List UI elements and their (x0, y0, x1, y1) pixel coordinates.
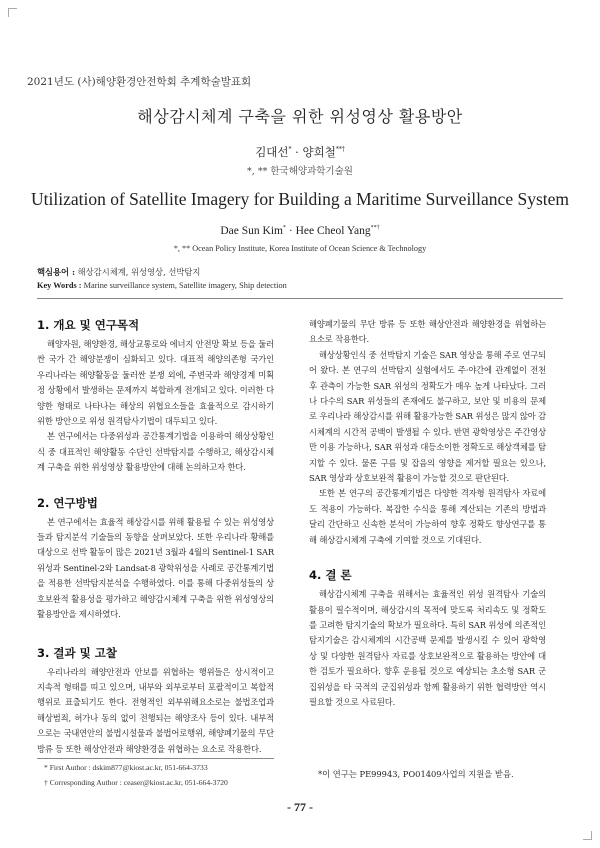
keywords-korean (37, 266, 200, 278)
title-english: Utilization of Satellite Imagery for Building a Maritime Surveillance System (31, 189, 569, 209)
author-2-mark: **† (335, 146, 345, 154)
keywords-english (37, 281, 287, 290)
section-3-paragraph-3: 또한 본 연구의 공간통계기법은 다양한 격자형 원격탐사 자료에도 적용이 가능하다. 복잡한 수식을 통해 계산되는 기존의 방법과 달리 간단하고 신속한 분석이 가능하여 향후 정확도 향상연구를 통해 해상감시체계 구축에 기여할 것으로 기대된다. (309, 488, 546, 545)
author-separator: · (291, 145, 303, 159)
footnote-divider (37, 758, 274, 759)
section-1-paragraph-2: 본 연구에서는 다중위성과 공간통계기법을 이용하여 해상상황인식 중 대표적인 해양활동 수단인 선박탐지를 수행하고, 해상감시체계 구축을 위한 위성영상 활용방안에 대해 논의하고자 한다. (37, 431, 274, 473)
section-2-heading: 2. 연구방법 (37, 495, 98, 510)
header-divider (37, 298, 563, 299)
author-2-mark-en: **† (370, 225, 380, 232)
section-3-heading: 3. 결과 및 고찰 (37, 645, 117, 660)
section-2-paragraph-1: 본 연구에서는 효율적 해상감시를 위해 활용될 수 있는 위성영상들과 탐지분석 기술들의 동향을 살펴보았다. 또한 우리나라 황해를 대상으로 선박 활동이 많은 2021년 3월과 4월의 Sentinel-1 SAR위성과 Sentinel-2와 Landsat-8 광학위성을 사례로 공간통계기법을 적용한 선박탐지분석을 수행하였다. 이를 통해 다중위성들의 상호보완적 활용성을 평가하고 해양감시체계 구축을 위한 위성영상의 활용방안을 제시하였다. (37, 516, 274, 620)
section-3-paragraph-1-continued: 해양폐기물의 무단 방류 등 또한 해상안전과 해양환경을 위협하는 요소로 작용한다. (309, 319, 546, 345)
footnote-corresponding-author: † Corresponding Author : ceaser@kiost.ac.kr, 051-664-3720 (44, 778, 228, 787)
section-1-paragraph-1: 해양자원, 해양환경, 해상교통로와 에너지 안전망 확보 등을 둘러싼 국가 간 해양분쟁이 심화되고 있다. 대표적 해양의존형 국가인 우리나라는 해양활동을 둘러싼 분쟁 외에, 주변국과 해양경계 미획정 상황에서 발생하는 문제까지 복합하게 전개되고 있다. 이러한 다양한 형태로 나타나는 해상의 위협요소들을 효율적으로 감시하기 위한 방안으로 위성 원격탐사기법이 대두되고 있다. (37, 339, 274, 427)
title-korean: 해상감시체계 구축을 위한 위성영상 활용방안 (137, 107, 463, 126)
footnote-first-author: * First Author : dskim877@kiost.ac.kr, 051-664-3733 (44, 763, 208, 772)
author-2-name-en: Hee Cheol Yang (295, 225, 371, 237)
section-4-heading: 4. 결 론 (309, 568, 352, 583)
author-1-name: 김대선 (255, 145, 289, 159)
keywords-english-label: Key Words : (37, 281, 82, 290)
right-column (309, 318, 546, 710)
section-3-paragraph-2: 해상상황인식 중 선박탐지 기술은 SAR 영상을 통해 주로 연구되어 왔다. 본 연구의 선박탐지 실험에서도 주·야간에 관계없이 전천후 관측이 가능한 SAR 위성의 정확도가 매우 높게 나타났다. 그러나 다수의 SAR 위성들의 존재에도 불구하고, 보안 및 비용의 문제로 우리나라 해상감시를 위해 활용가능한 SAR 위성은 많지 않아 감시체계의 시간적 공백이 발생될 수 있다. 반면 광학영상은 주간영상만 이용 가능하나, SAR 위성과 대등소이한 정확도로 해상객체를 탐지할 수 있다. 물론 구름 및 잡음의 영향을 제거할 필요는 있으나, SAR 영상과 상호보완적 활용이 가능할 것으로 판단된다. (309, 349, 546, 484)
crop-mark-top-left (8, 8, 17, 17)
affiliation-english: *, ** Ocean Policy Institute, Korea Institute of Ocean Science & Technology (173, 244, 427, 253)
authors-english (0, 225, 600, 237)
section-1-heading: 1. 개요 및 연구목적 (37, 318, 140, 332)
section-4-paragraph-1: 해상감시체계 구축을 위해서는 효율적인 위성 원격탐사 기술의 활용이 필수적이며, 해상감시의 목적에 맞도록 처리속도 및 정확도를 고려한 탐지기술의 확보가 필요하다. 특히 SAR 위성에 의존적인 탐지기술은 감시체계의 시간공백 문제를 발생시킬 수 있어 광학영상 및 다양한 원격탐사 자료를 상호보완적으로 활용하는 방안에 대한 검토가 필요하다. 향후 운용될 것으로 예상되는 초소형 SAR 군집위성을 타 국적의 군집위성과 함께 활용하기 위한 협력방안 역시 필요할 것으로 사료된다. (309, 589, 546, 707)
keywords-korean-label: 핵심용어 : (37, 267, 76, 277)
keywords-english-text: Marine surveillance system, Satellite imagery, Ship detection (81, 281, 287, 290)
author-separator-en: · (285, 225, 296, 237)
author-2-name: 양희철 (302, 145, 336, 159)
acknowledgement: *이 연구는 PE99943, PO01409사업의 지원을 받음. (318, 769, 514, 779)
authors-korean (0, 144, 600, 160)
conference-header: 2021년도 (사)해양환경안전학회 추계학술발표회 (27, 76, 252, 88)
crop-mark-bottom-right (583, 831, 592, 840)
author-1-mark-en: * (282, 225, 286, 232)
page-number: - 77 - (287, 800, 313, 814)
section-3-paragraph-1: 우리나라의 해양안전과 안보를 위협하는 행위들은 상시적이고 지속적 형태를 띠고 있으며, 내부와 외부로부터 포괄적이고 복합적 행위로 표출되기도 한다. 전형적인 외부위해요소로는 불법조업과 해상범죄, 허가나 동의 없이 전행되는 해양조사 등이 있다. 내부적으로는 국내연안의 불법시설물과 불법어로행위, 해양폐기물의 무단 방류 등 또한 해상안전과 해양환경을 위협하는 요소로 작용한다. (37, 666, 274, 754)
left-column (37, 317, 274, 754)
author-1-mark: * (288, 146, 292, 154)
author-1-name-en: Dae Sun Kim (220, 225, 283, 237)
affiliation-korean: *, ** 한국해양과학기술원 (247, 166, 353, 177)
keywords-korean-text: 해상감시체계, 위성영상, 선박탐지 (75, 267, 201, 277)
